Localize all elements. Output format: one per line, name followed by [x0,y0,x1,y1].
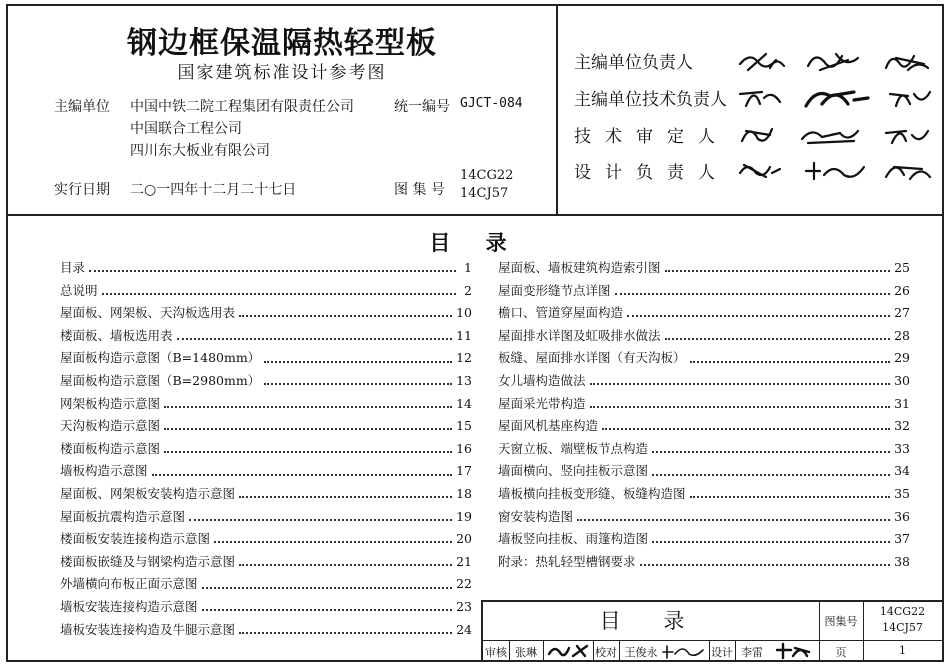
toc-leader-dots [214,541,452,543]
design-label: 设计 [711,646,733,659]
toc-entry-title: 墙板横向挂板变形缝、板缝构造图 [498,485,686,501]
toc-entry [498,506,910,529]
title-block-atlas-label: 图集号 [824,615,858,628]
toc-entry-title: 楼面板嵌缝及与钢梁构造示意图 [60,553,236,569]
atlas-no-1: 14CG22 [460,168,514,183]
toc-entry-page: 35 [894,485,910,501]
toc-entry-page: 20 [456,531,472,547]
page-number: 1 [899,644,906,657]
handwritten-signature [547,642,591,660]
header-info-panel [8,6,558,214]
toc-entry-title: 板缝、屋面排水详图（有天沟板） [498,350,686,366]
toc-entry [498,302,910,325]
toc-leader-dots [202,587,453,589]
toc-entry [498,551,910,574]
toc-entry-page: 36 [894,508,910,524]
title-block-title: 目 录 [483,602,820,640]
toc-leader-dots [264,361,452,363]
toc-leader-dots [102,293,456,295]
toc-leader-dots [602,428,890,430]
toc-left-column [60,257,472,641]
role-tech-reviewer: 技术审定人 [574,127,729,147]
toc-entry-title: 楼面板构造示意图 [60,440,161,456]
toc-leader-dots [239,632,452,634]
toc-entry [60,619,472,642]
toc-leader-dots [239,564,452,566]
handwritten-signature [736,82,936,112]
toc-entry [60,596,472,619]
toc-leader-dots [189,519,452,521]
editor-unit-3: 四川东大板业有限公司 [130,143,270,159]
signature-panel [558,6,942,214]
toc-leader-dots [690,496,891,498]
handwritten-signature [661,642,707,660]
title-block [481,600,944,662]
toc-leader-dots [164,406,452,408]
toc-entry [60,483,472,506]
toc-entry-title: 墙板竖向挂板、雨篷构造图 [498,531,649,547]
toc-entry [60,280,472,303]
atlas-title: 钢边框保温隔热轻型板 [127,26,437,61]
toc-entry-page: 21 [456,553,472,569]
toc-entry-title: 墙板安装连接构造及牛腿示意图 [60,621,236,637]
toc-entry-title: 楼面板安装连接构造示意图 [60,531,211,547]
toc-entry [60,347,472,370]
editor-label: 主编单位 [54,99,110,115]
toc-entry-title: 屋面板抗震构造示意图 [60,508,186,524]
toc-entry [498,528,910,551]
toc-entry [498,257,910,280]
toc-entry-page: 27 [894,305,910,321]
toc-entry-title: 屋面风机基座构造 [498,418,599,434]
toc-entry-page: 15 [456,418,472,434]
toc-entry-title: 附录：热轧轻型槽钢要求 [498,553,636,569]
handwritten-signature [736,46,936,76]
toc-entry-title: 目录 [60,260,86,275]
unified-no: GJCT-084 [460,96,523,111]
toc-leader-dots [640,564,891,566]
checker-name: 王俊永 [624,646,658,659]
toc-entry [498,415,910,438]
toc-leader-dots [652,451,890,453]
toc-entry-page: 30 [894,372,910,388]
toc-entry [60,460,472,483]
toc-leader-dots [590,406,891,408]
toc-entry-page: 38 [894,553,910,569]
toc-leader-dots [239,496,452,498]
toc-leader-dots [665,338,891,340]
toc-entry-title: 屋面板构造示意图（B=2980mm） [60,372,261,388]
toc-entry [498,438,910,461]
toc-entry [498,280,910,303]
toc-entry [498,460,910,483]
toc-entry-title: 楼面板、墙板选用表 [60,327,173,343]
toc-leader-dots [627,315,890,317]
toc-entry-title: 总说明 [60,282,98,298]
toc-entry-title: 墙板安装连接构造示意图 [60,598,198,614]
role-design-head: 设计负责人 [574,163,729,183]
toc-entry [60,257,472,280]
toc-entry-page: 22 [456,576,472,592]
toc-right-column [498,257,910,573]
toc-entry-title: 屋面板、网架板、天沟板选用表 [60,305,236,321]
toc-leader-dots [164,428,452,430]
toc-leader-dots [202,609,453,611]
toc-leader-dots [652,474,890,476]
toc-entry [498,393,910,416]
role-chief-unit-head: 主编单位负责人 [574,53,693,73]
toc-leader-dots [264,383,452,385]
toc-entry [60,528,472,551]
effective-date: 二○一四年十二月二十七日 [130,182,297,198]
toc-leader-dots [665,270,891,272]
toc-entry-title: 屋面板、墙板建筑构造索引图 [498,260,661,275]
title-block-atlas-no-1: 14CG22 [879,605,926,618]
toc-entry-page: 25 [894,260,910,275]
toc-entry-page: 10 [456,305,472,321]
toc-entry-title: 屋面板构造示意图（B=1480mm） [60,350,261,366]
toc-entry-page: 37 [894,531,910,547]
toc-entry [498,325,910,348]
editor-unit-1: 中国中铁二院工程集团有限责任公司 [130,99,354,115]
toc-leader-dots [164,451,452,453]
toc-entry-page: 2 [464,282,472,298]
toc-entry-title: 墙面横向、竖向挂板示意图 [498,463,649,479]
toc-leader-dots [177,338,453,340]
title-block-atlas-no-2: 14CJ57 [882,621,923,634]
toc-entry [60,573,472,596]
toc-entry-title: 屋面板、网架板安装构造示意图 [60,485,236,501]
toc-entry [60,325,472,348]
toc-entry [498,370,910,393]
toc-entry-page: 31 [894,395,910,411]
toc-entry-page: 1 [464,260,472,275]
toc-entry-title: 屋面排水详图及虹吸排水做法 [498,327,661,343]
toc-entry-page: 28 [894,327,910,343]
toc-entry-page: 23 [456,598,472,614]
unified-no-label: 统一编号 [394,99,450,115]
toc-entry-title: 外墙横向布板正面示意图 [60,576,198,592]
toc-entry [60,393,472,416]
handwritten-signature [773,642,813,660]
reviewer-name: 张琳 [515,646,537,659]
atlas-subtitle: 国家建筑标准设计参考图 [177,63,387,83]
drawing-sheet [6,4,944,662]
toc-entry-page: 34 [894,463,910,479]
toc-leader-dots [239,315,452,317]
toc-entry [60,415,472,438]
toc-entry-page: 14 [456,395,472,411]
toc-leader-dots [89,270,456,272]
toc-entry-page: 12 [456,350,472,366]
toc-entry-title: 窗安装构造图 [498,508,574,524]
toc-entry-title: 网架板构造示意图 [60,395,161,411]
toc-entry-page: 13 [456,372,472,388]
toc-entry [60,370,472,393]
toc-entry-page: 16 [456,440,472,456]
toc-entry-page: 11 [456,327,472,343]
toc-entry-page: 19 [456,508,472,524]
toc-entry-title: 墙板构造示意图 [60,463,148,479]
role-chief-tech-head: 主编单位技术负责人 [574,90,727,110]
toc-entry-page: 26 [894,282,910,298]
toc-entry-title: 天沟板构造示意图 [60,418,161,434]
toc-leader-dots [577,519,890,521]
toc-entry-page: 32 [894,418,910,434]
toc-entry [60,302,472,325]
editor-unit-2: 中国联合工程公司 [130,121,242,137]
toc-entry [60,551,472,574]
check-label: 校对 [595,646,617,659]
toc-entry-page: 29 [894,350,910,366]
toc-entry-title: 檐口、管道穿屋面构造 [498,305,624,321]
toc-entry-page: 18 [456,485,472,501]
cover-header [8,6,942,216]
toc-entry-page: 24 [456,621,472,637]
toc-leader-dots [652,541,890,543]
atlas-no-label: 图 集 号 [394,182,445,198]
toc-leader-dots [690,361,891,363]
handwritten-signature [736,155,936,185]
toc-entry-page: 33 [894,440,910,456]
designer-name: 李雷 [741,646,763,659]
toc-entry-title: 天窗立板、端壁板节点构造 [498,440,649,456]
review-label: 审核 [485,646,507,659]
toc-entry [60,506,472,529]
atlas-no-2: 14CJ57 [460,186,509,201]
toc-entry-title: 屋面变形缝节点详图 [498,282,611,298]
toc-entry [498,347,910,370]
toc-entry [498,483,910,506]
handwritten-signature [736,119,936,149]
toc-leader-dots [590,383,891,385]
toc-leader-dots [152,474,453,476]
toc-entry-title: 女儿墙构造做法 [498,372,586,388]
page-label: 页 [835,646,847,659]
toc-entry-page: 17 [456,463,472,479]
date-label: 实行日期 [54,182,110,198]
toc-leader-dots [615,293,891,295]
toc-entry [60,438,472,461]
toc-title: 目 录 [429,231,521,255]
toc-entry-title: 屋面采光带构造 [498,395,586,411]
